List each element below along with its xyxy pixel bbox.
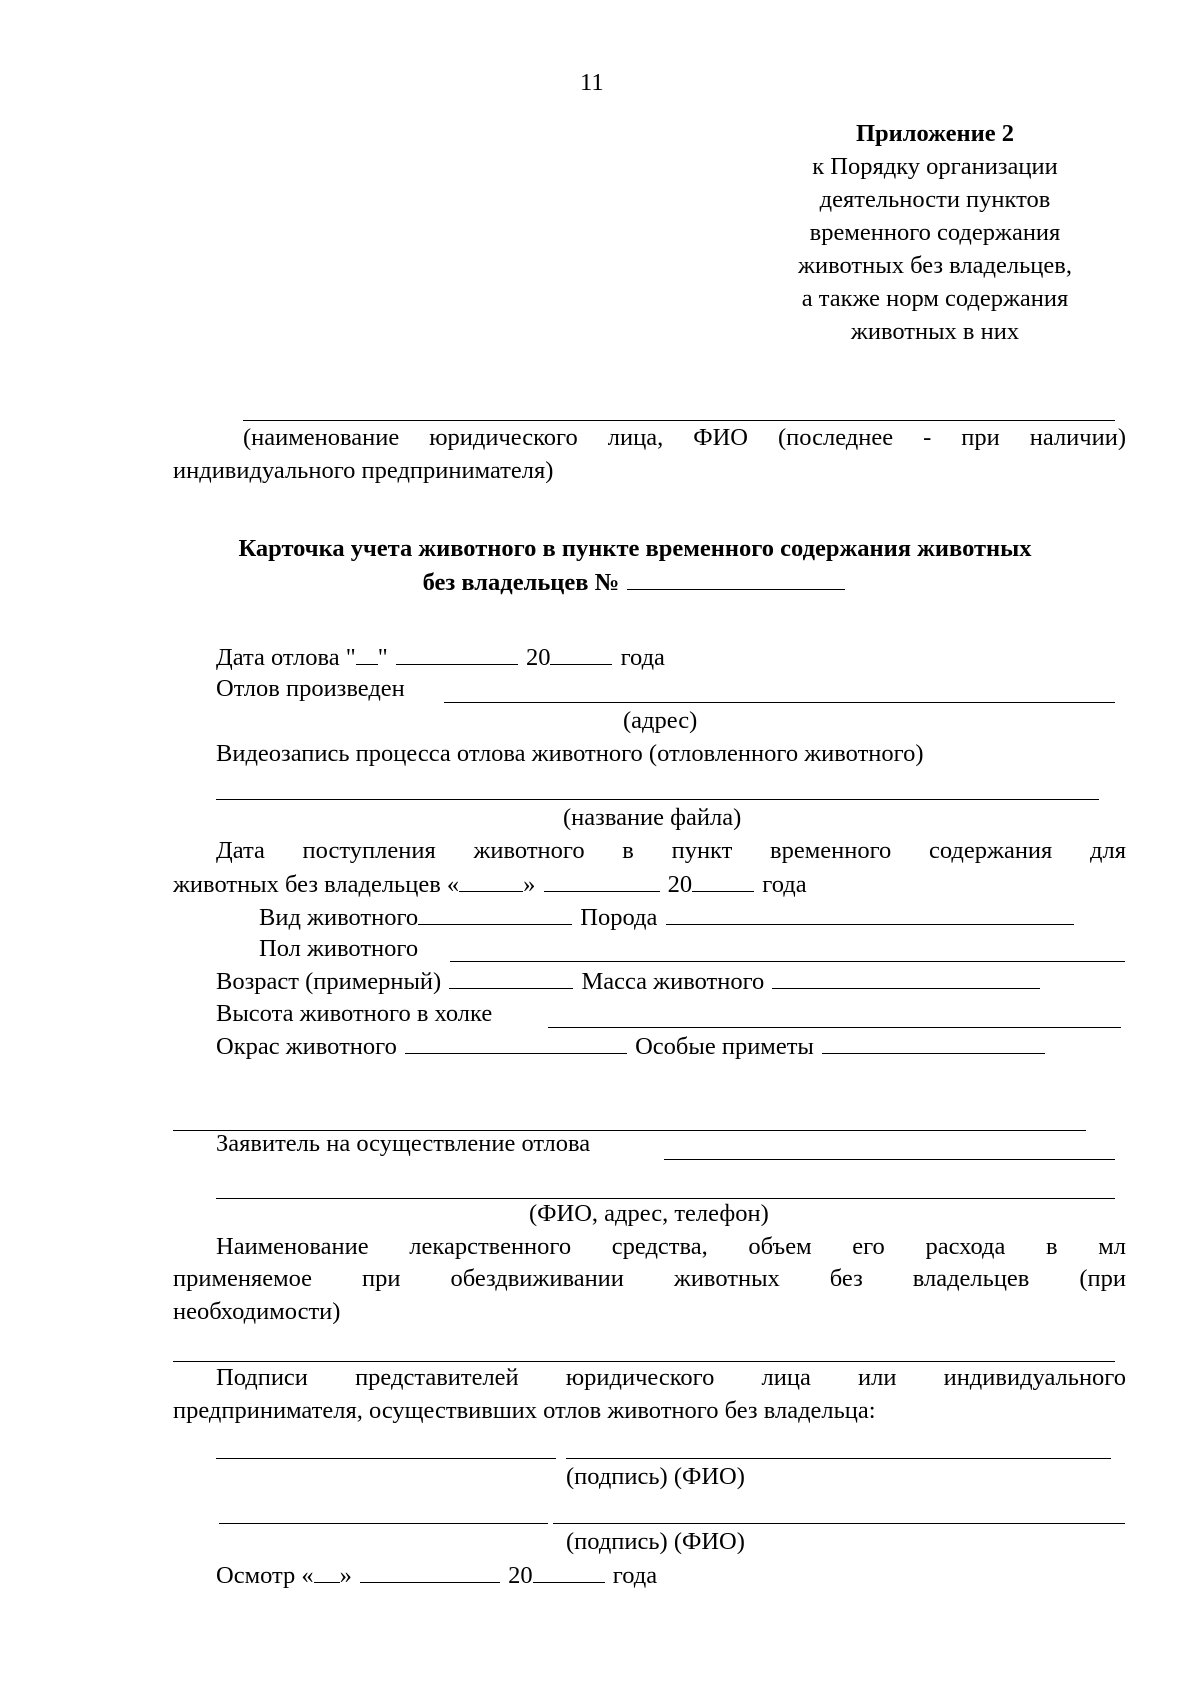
capture-address-field[interactable]: [444, 702, 1115, 703]
sex-label: Пол животного: [259, 935, 419, 962]
age-field[interactable]: [449, 966, 573, 989]
appendix-line: деятельности пунктов: [819, 186, 1051, 213]
capture-year-field[interactable]: [550, 642, 612, 665]
drug-line1: Наименование лекарственного средства, объем его расхода в мл: [216, 1233, 1126, 1260]
arrival-month-field[interactable]: [544, 869, 660, 892]
video-file-field[interactable]: [216, 799, 1099, 800]
capture-day-field[interactable]: [356, 642, 378, 665]
inspection-day-field[interactable]: [314, 1560, 340, 1583]
capture-date-row: [216, 642, 665, 673]
capture-year-prefix: 20: [525, 644, 551, 671]
inspection-quote: »: [339, 1562, 352, 1589]
arrival-day-field[interactable]: [459, 869, 523, 892]
capture-date-suffix: года: [620, 644, 665, 671]
breed-label: Порода: [580, 904, 658, 931]
height-label: Высота животного в холке: [216, 1000, 493, 1027]
arrival-prefix: животных без владельцев «: [173, 871, 460, 898]
page-number: 11: [580, 69, 604, 96]
marks-label: Особые приметы: [635, 1033, 814, 1060]
capture-address-caption: (адрес): [623, 707, 698, 734]
signature2-caption: (подпись) (ФИО): [566, 1528, 745, 1555]
drug-line3: необходимости): [173, 1298, 341, 1325]
applicant-field[interactable]: [664, 1159, 1115, 1160]
appendix-title: Приложение 2: [856, 120, 1014, 147]
arrival-suffix: года: [762, 871, 807, 898]
card-title-line1: Карточка учета животного в пункте временного содержания животных: [238, 535, 1032, 562]
signatures-line1: Подписи представителей юридического лица или индивидуального: [216, 1364, 1126, 1391]
signatures-line2: предпринимателя, осуществивших отлов животного без владельца:: [173, 1397, 876, 1424]
card-number-field[interactable]: [627, 567, 845, 590]
appendix-block: [700, 117, 1170, 348]
card-title-line2: [160, 566, 1110, 599]
capture-month-field[interactable]: [396, 642, 518, 665]
color-row: [216, 1031, 1047, 1062]
inspection-suffix: года: [612, 1562, 658, 1589]
drug-line2: применяемое при обездвиживании животных без владельцев (при: [173, 1265, 1126, 1292]
inspection-row: [216, 1560, 657, 1591]
species-field[interactable]: [418, 902, 572, 925]
video-label: Видеозапись процесса отлова животного (отловленного животного): [216, 740, 924, 767]
mass-label: Масса животного: [581, 968, 765, 995]
card-title-prefix: без владельцев №: [422, 569, 620, 596]
marks-field[interactable]: [822, 1031, 1045, 1054]
arrival-line1: Дата поступления животного в пункт временного содержания для: [216, 837, 1126, 864]
breed-field[interactable]: [666, 902, 1074, 925]
appendix-line: животных в них: [850, 318, 1020, 345]
color-field[interactable]: [405, 1031, 627, 1054]
org-caption-line1: (наименование юридического лица, ФИО (последнее - при наличии): [243, 424, 1126, 451]
arrival-quote: »: [523, 871, 536, 898]
inspection-year-prefix: 20: [508, 1562, 533, 1589]
signature2-field[interactable]: [219, 1523, 548, 1524]
video-file-caption: (название файла): [563, 804, 742, 831]
org-caption-line2: индивидуального предпринимателя): [173, 457, 554, 484]
fio2-field[interactable]: [553, 1523, 1125, 1524]
species-label: Вид животного: [259, 904, 419, 931]
sex-field[interactable]: [450, 961, 1125, 962]
arrival-year-prefix: 20: [667, 871, 693, 898]
org-name-line[interactable]: [243, 420, 1115, 421]
signature1-caption: (подпись) (ФИО): [566, 1463, 745, 1490]
mass-field[interactable]: [772, 966, 1040, 989]
age-row: [216, 966, 1042, 997]
capture-date-label: Дата отлова ": [216, 644, 356, 671]
species-row: [259, 902, 1076, 933]
applicant-caption: (ФИО, адрес, телефон): [529, 1200, 769, 1227]
appendix-line: а также норм содержания: [801, 285, 1069, 312]
appendix-line: животных без владельцев,: [798, 252, 1072, 279]
capture-date-quote: ": [377, 644, 388, 671]
arrival-line2: [173, 869, 807, 900]
color-label: Окрас животного: [216, 1033, 397, 1060]
appendix-line: к Порядку организации: [812, 153, 1058, 180]
inspection-year-field[interactable]: [533, 1560, 605, 1583]
inspection-label: Осмотр «: [216, 1562, 314, 1589]
height-field[interactable]: [548, 1027, 1121, 1028]
capture-by-label: Отлов произведен: [216, 675, 405, 702]
inspection-month-field[interactable]: [360, 1560, 500, 1583]
arrival-year-field[interactable]: [692, 869, 754, 892]
signature1-field[interactable]: [216, 1458, 556, 1459]
fio1-field[interactable]: [566, 1458, 1111, 1459]
applicant-label: Заявитель на осуществление отлова: [216, 1130, 591, 1157]
appendix-line: временного содержания: [809, 219, 1061, 246]
age-label: Возраст (примерный): [216, 968, 442, 995]
drug-field[interactable]: [173, 1361, 1115, 1362]
